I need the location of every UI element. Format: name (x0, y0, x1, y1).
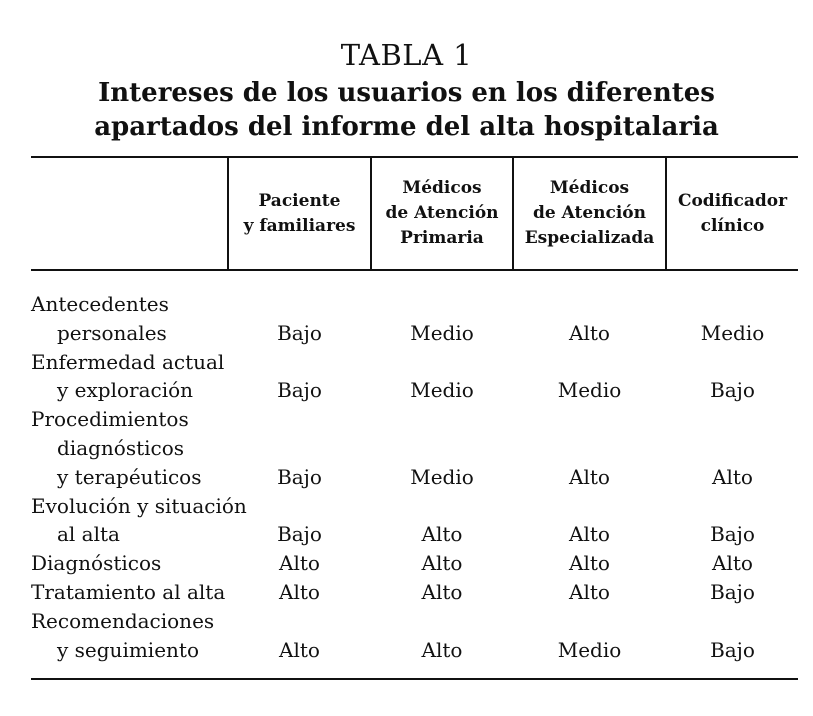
table-cell: Alto (569, 580, 610, 604)
table-cell: Alto (712, 551, 753, 576)
table-cell: Medio (410, 464, 474, 489)
table-cell: Alto (421, 580, 463, 604)
table-cell: Alto (569, 320, 610, 345)
table-cell: Alto (712, 464, 753, 489)
column-header-paciente: Paciente y familiares (243, 190, 356, 236)
table-cell: Bajo (710, 378, 755, 403)
row-label-line: Antecedentes (31, 292, 169, 316)
row-label (31, 492, 251, 550)
header-bottom-rule (31, 269, 798, 271)
table-cell: Alto (421, 551, 463, 576)
row-label-line: Procedimientos (31, 407, 189, 432)
table-cell: Alto (279, 551, 320, 576)
table-cell: Medio (410, 378, 474, 403)
table-cell: Alto (569, 522, 610, 547)
row-label-line: y seguimiento (57, 637, 199, 662)
table-cell: Bajo (710, 580, 755, 604)
row-label (31, 290, 251, 348)
table-cell: Bajo (277, 522, 322, 547)
table-cell: Bajo (277, 320, 322, 345)
table-cell: Medio (557, 378, 622, 403)
row-label-line: Diagnósticos (31, 551, 162, 576)
table-cell: Medio (410, 320, 474, 345)
row-label-line: y terapéuticos (57, 464, 202, 489)
column-header-medicos-especializada: Médicos de Atención Especializada (524, 178, 655, 248)
table-cell: Alto (569, 464, 610, 489)
row-label (31, 405, 251, 491)
row-label-line: Recomendaciones (31, 608, 215, 633)
table-cell: Alto (279, 637, 320, 662)
table-cell: Bajo (277, 378, 322, 403)
row-label-line: personales (57, 320, 167, 345)
table-cell: Alto (569, 551, 610, 576)
row-label-line: y exploración (57, 378, 194, 403)
table-number: TABLA 1 (340, 38, 473, 72)
row-label (31, 607, 251, 665)
column-header-medicos-primaria: Médicos de Atención Primaria (385, 178, 499, 248)
table-cell: Alto (421, 637, 463, 662)
row-label-line: al alta (57, 522, 120, 547)
row-label (31, 348, 251, 406)
table-cell: Medio (557, 637, 622, 662)
row-label-line: Evolución y situación (31, 493, 247, 518)
table-caption (0, 76, 813, 144)
table-cell: Alto (279, 580, 320, 604)
table-bottom-rule (31, 678, 798, 680)
table-cell: Medio (700, 320, 765, 345)
caption-line: apartados del informe del alta hospitalaria (94, 112, 719, 142)
column-header-codificador: Codificador clínico (677, 190, 788, 236)
table-cell: Bajo (710, 637, 755, 662)
caption-line: Intereses de los usuarios en los diferentes (98, 78, 715, 108)
table-cell: Bajo (277, 464, 322, 489)
row-label (31, 578, 251, 607)
table-cell: Alto (421, 522, 463, 547)
row-label (31, 549, 251, 578)
row-label-line: Tratamiento al alta (31, 580, 226, 604)
table-cell: Bajo (710, 522, 755, 547)
row-label-line: diagnósticos (57, 435, 185, 460)
row-label-line: Enfermedad actual (31, 349, 225, 374)
